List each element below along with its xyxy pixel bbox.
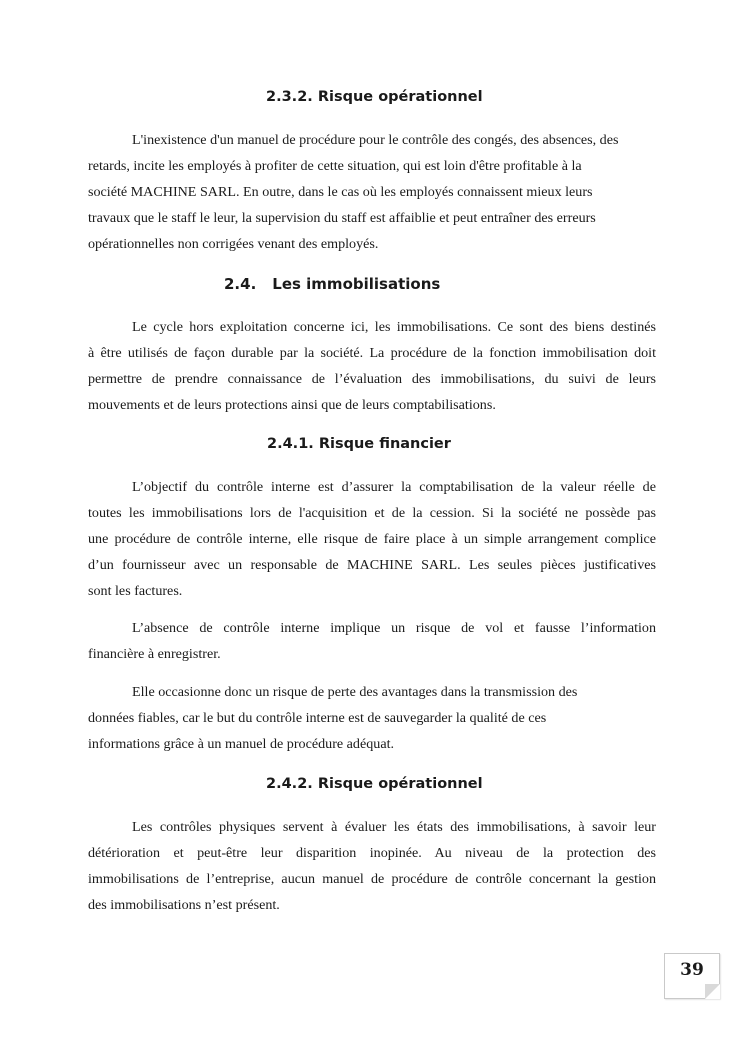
text-line: d’un fournisseur avec un responsable de MACHINE SARL. Les seules pièces justificatives xyxy=(88,557,656,573)
text-line: retards, incite les employés à profiter de cette situation, qui est loin d'être profitable à la xyxy=(88,158,582,174)
page-number-box xyxy=(664,953,720,999)
text-line: opérationnelles non corrigées venant des employés. xyxy=(88,236,379,252)
text-line: permettre de prendre connaissance de l’évaluation des immobilisations, du suivi de leurs xyxy=(88,371,656,387)
paragraph-2-4-2 xyxy=(88,814,656,918)
heading-title: Les immobilisations xyxy=(272,275,441,293)
text-line: Les contrôles physiques servent à évaluer les états des immobilisations, à savoir leur xyxy=(132,819,656,835)
paragraph-2-4-1-a xyxy=(88,474,656,604)
text-line: L’absence de contrôle interne implique un risque de vol et fausse l’information xyxy=(132,620,656,636)
text-line: financière à enregistrer. xyxy=(88,646,221,662)
text-line: Elle occasionne donc un risque de perte des avantages dans la transmission des xyxy=(132,684,578,700)
text-line: travaux que le staff le leur, la supervision du staff est affaiblie et peut entraîner des erreurs xyxy=(88,210,596,226)
text-line: à être utilisés de façon durable par la société. La procédure de la fonction immobilisation doit xyxy=(88,345,656,361)
paragraph-2-4-1-b xyxy=(88,615,656,667)
text-line: mouvements et de leurs protections ainsi que de leurs comptabilisations. xyxy=(88,397,496,413)
text-line: données fiables, car le but du contrôle interne est de sauvegarder la qualité de ces xyxy=(88,710,547,726)
text-line: société MACHINE SARL. En outre, dans le cas où les employés connaissent mieux leurs xyxy=(88,184,593,200)
page-number: 39 xyxy=(680,960,704,980)
heading-2-4-2: 2.4.2. Risque opérationnel xyxy=(266,776,483,792)
text-line: L'inexistence d'un manuel de procédure pour le contrôle des congés, des absences, des xyxy=(132,132,619,148)
heading-2-3-2: 2.3.2. Risque opérationnel xyxy=(266,89,483,105)
text-line: informations grâce à un manuel de procédure adéquat. xyxy=(88,736,395,752)
text-line: toutes les immobilisations lors de l'acquisition et de la cession. Si la société ne possède pas xyxy=(88,505,656,521)
text-line: immobilisations de l’entreprise, aucun manuel de procédure de contrôle concernant la gestion xyxy=(88,871,656,887)
text-line: Le cycle hors exploitation concerne ici, les immobilisations. Ce sont des biens destinés xyxy=(132,319,656,335)
page-curl-decoration xyxy=(705,984,720,999)
text-line: détérioration et peut-être leur disparition inopinée. Au niveau de la protection des xyxy=(88,845,656,861)
text-line: une procédure de contrôle interne, elle risque de faire place à un simple arrangement complice xyxy=(88,531,656,547)
text-line: sont les factures. xyxy=(88,583,183,599)
paragraph-2-4-1-c xyxy=(88,679,656,757)
paragraph-2-3-2 xyxy=(88,127,656,257)
heading-2-4 xyxy=(224,275,440,293)
text-line: des immobilisations n’est présent. xyxy=(88,897,280,913)
heading-2-4-1: 2.4.1. Risque financier xyxy=(267,436,451,452)
text-line: L’objectif du contrôle interne est d’assurer la comptabilisation de la valeur réelle de xyxy=(132,479,656,495)
heading-number: 2.4. xyxy=(224,275,257,293)
paragraph-2-4 xyxy=(88,314,656,418)
